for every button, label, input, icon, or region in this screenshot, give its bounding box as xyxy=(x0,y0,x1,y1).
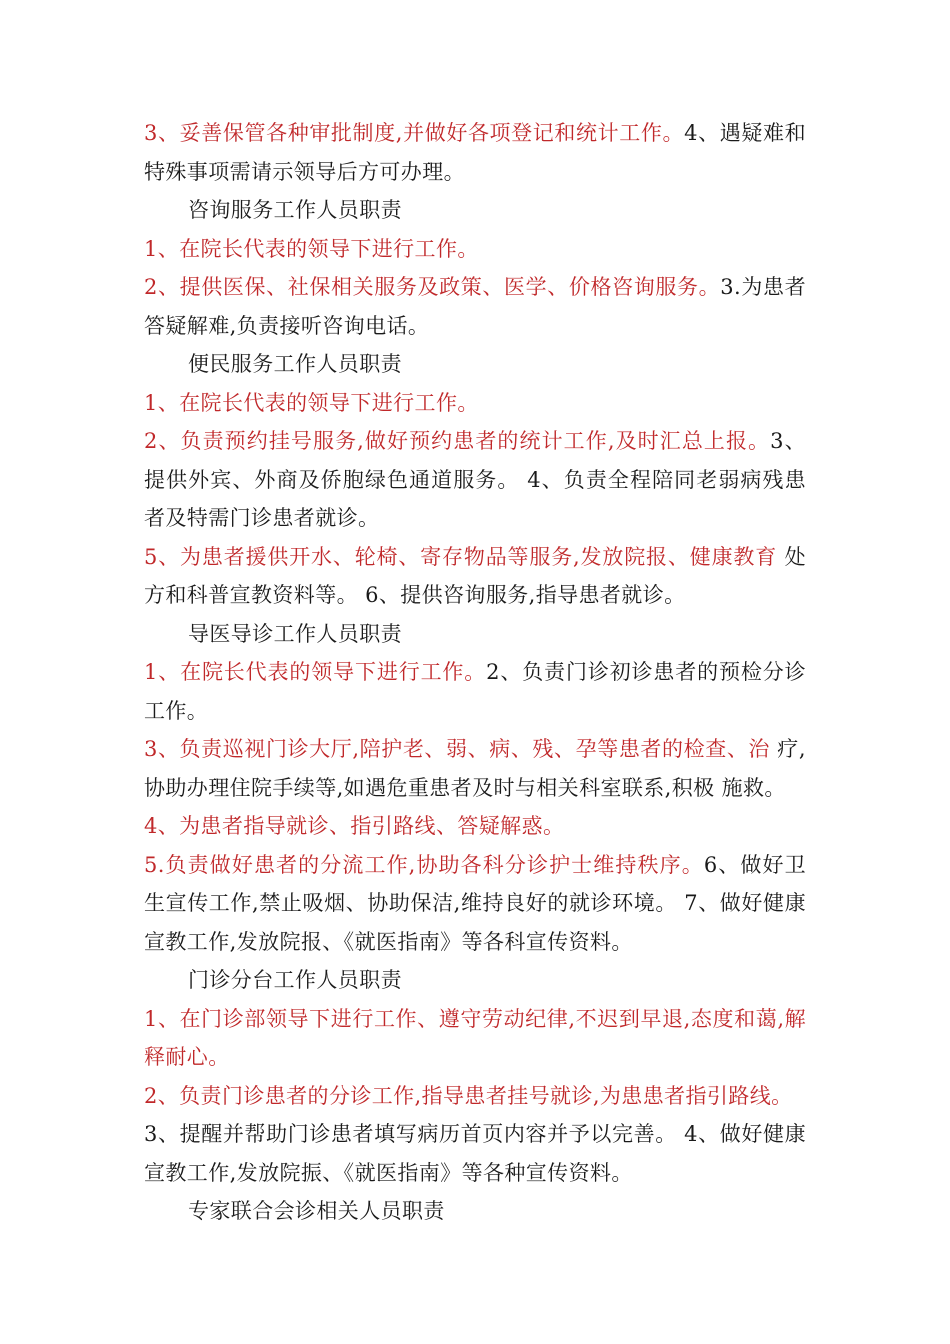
highlighted-text: 5.负责做好患者的分流工作,协助各科分诊护士维持秩序。 xyxy=(144,852,704,877)
highlighted-text: 1、在院长代表的领导下进行工作。 xyxy=(144,390,479,415)
paragraph xyxy=(144,1077,806,1116)
paragraph xyxy=(144,1000,806,1077)
highlighted-text: 1、在院长代表的领导下进行工作。 xyxy=(144,236,479,261)
paragraph xyxy=(144,230,806,269)
paragraph xyxy=(144,1115,806,1192)
paragraph xyxy=(144,422,806,538)
body-text: 2、负责门诊初诊患者的预检分诊工作。 xyxy=(144,660,806,723)
section-heading: 导医导诊工作人员职责 xyxy=(188,621,402,646)
section-heading: 专家联合会诊相关人员职责 xyxy=(188,1199,445,1223)
paragraph xyxy=(144,807,806,846)
paragraph xyxy=(144,538,806,615)
body-text: 疗,协助办理住院手续等,如遇危重患者及时与相关科室联系,积极 施救。 xyxy=(144,737,806,800)
highlighted-text: 3、妥善保管各种审批制度,并做好各项登记和统计工作。 xyxy=(144,121,685,145)
body-text: 3.为患者答疑解难,负责接听咨询电话。 xyxy=(144,275,806,338)
section-heading: 咨询服务工作人员职责 xyxy=(188,198,402,222)
paragraph xyxy=(144,268,806,345)
body-text: 6、做好卫生宣传工作,禁止吸烟、协助保洁,维持良好的就诊环境。 7、做好健康宣教工作,发放院报、《就医指南》等各科宣传资料。 xyxy=(144,852,806,954)
highlighted-text: 4、为患者指导就诊、指引路线、答疑解惑。 xyxy=(144,814,565,838)
highlighted-text: 2、负责门诊患者的分诊工作,指导患者挂号就诊,为患患者指引路线。 xyxy=(144,1083,793,1108)
highlighted-text: 2、提供医保、社保相关服务及政策、医学、价格咨询服务。 xyxy=(144,275,721,299)
paragraph xyxy=(144,384,806,423)
section-heading: 便民服务工作人员职责 xyxy=(188,352,402,376)
section-heading: 门诊分台工作人员职责 xyxy=(188,968,402,992)
highlighted-text: 3、负责巡视门诊大厅,陪护老、弱、病、残、孕等患者的检查、治 xyxy=(144,737,771,761)
body-text: 3、提醒并帮助门诊患者填写病历首页内容并予以完善。 4、做好健康宣教工作,发放院振、《就医指南》等各种宣传资料。 xyxy=(144,1122,806,1185)
highlighted-text: 5、为患者援供开水、轮椅、寄存物品等服务,发放院报、健康教育 xyxy=(144,544,778,569)
highlighted-text: 2、负责预约挂号服务,做好预约患者的统计工作,及时汇总上报。 xyxy=(144,429,771,453)
paragraph xyxy=(144,730,806,807)
paragraph xyxy=(144,846,806,962)
highlighted-text: 1、在院长代表的领导下进行工作。 xyxy=(144,660,487,684)
paragraph xyxy=(144,653,806,730)
highlighted-text: 1、在门诊部领导下进行工作、遵守劳动纪律,不迟到早退,态度和蔼,解释耐心。 xyxy=(144,1006,806,1069)
body-text: 4、遇疑难和特殊事项需请示领导后方可办理。 xyxy=(144,121,806,184)
body-text: 3、提供外宾、外商及侨胞绿色通道服务。 4、负责全程陪同老弱病残患者及特需门诊患者就诊。 xyxy=(144,429,806,530)
body-text: 处方和科普宣教资料等。 6、提供咨询服务,指导患者就诊。 xyxy=(144,544,806,607)
paragraph xyxy=(144,114,806,191)
